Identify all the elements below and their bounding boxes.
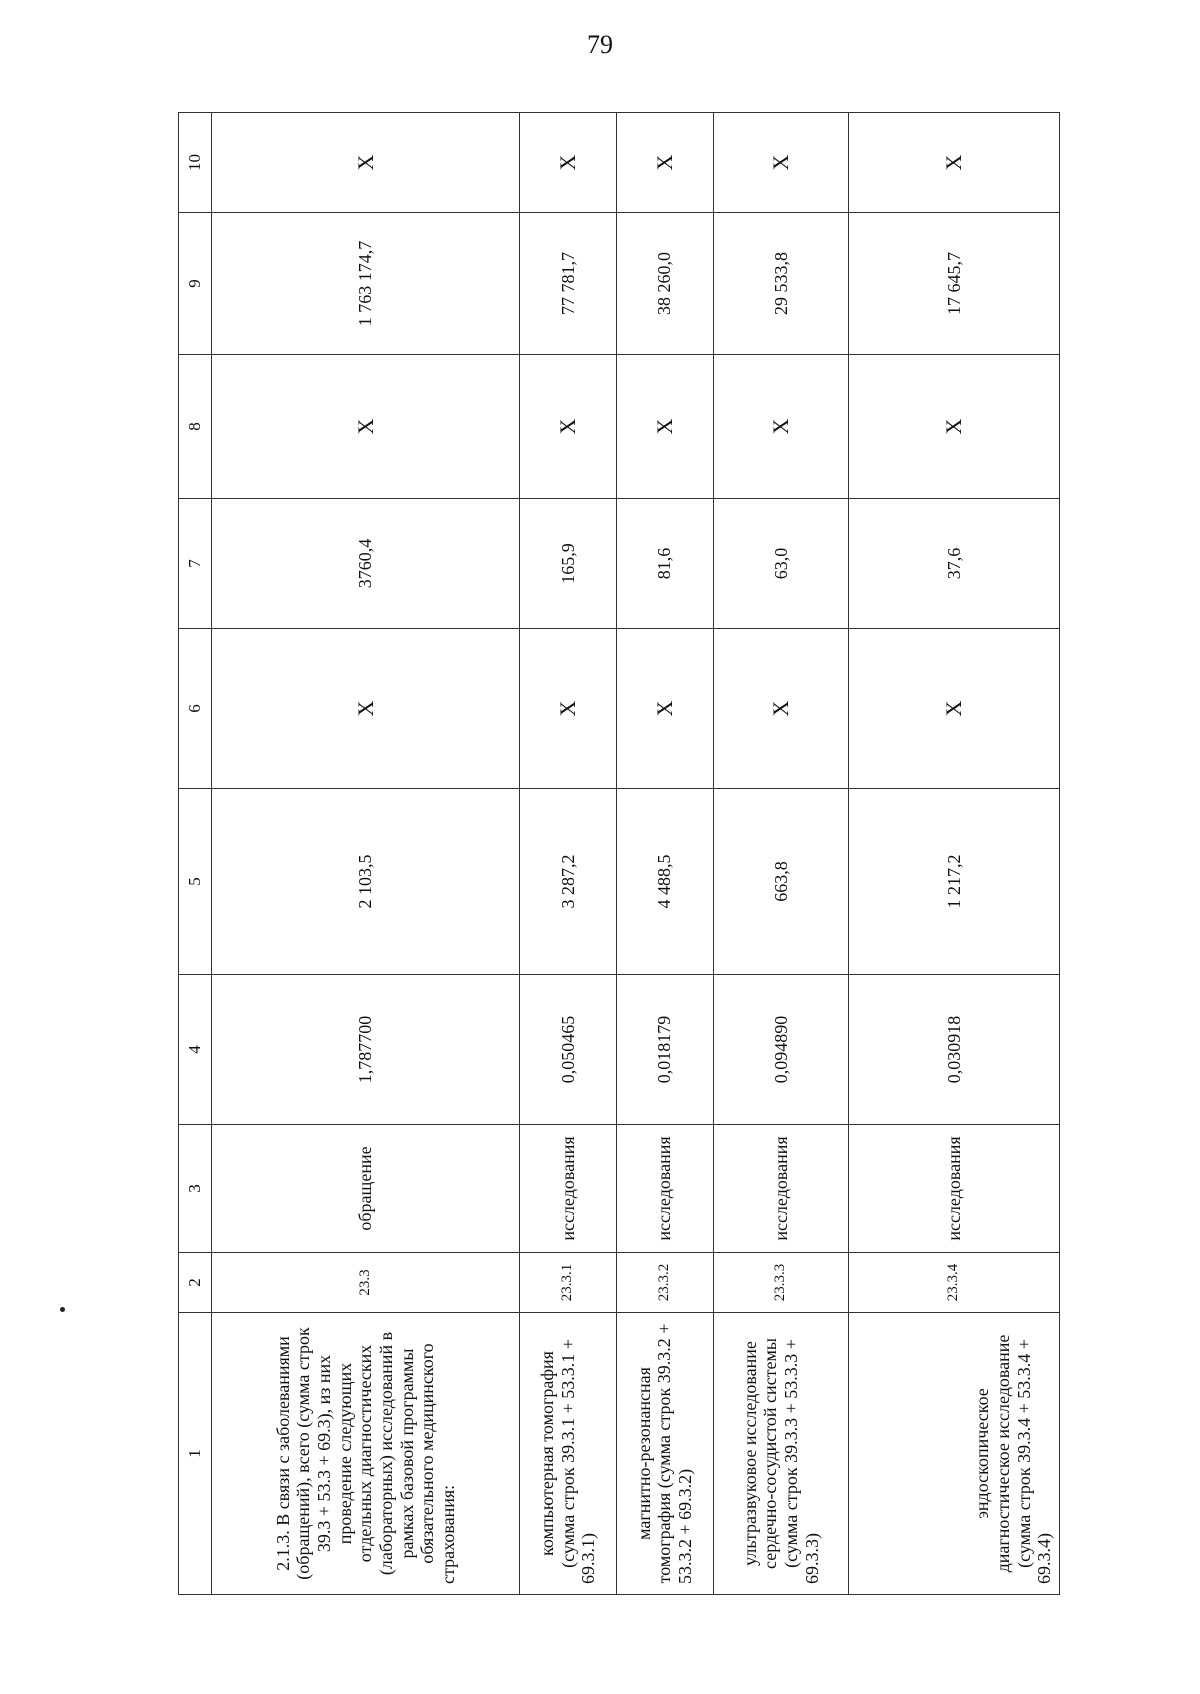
page-number: 79	[587, 30, 613, 59]
row-unit: исследования	[849, 1125, 1060, 1253]
row-unit: исследования	[616, 1125, 713, 1253]
cell-col9: 77 781,7	[519, 213, 616, 355]
rotated-table-container	[178, 113, 1060, 1595]
cell-col5: 663,8	[713, 789, 849, 975]
table-row	[519, 113, 616, 1595]
cell-col5: 3 287,2	[519, 789, 616, 975]
row-unit: обращение	[212, 1125, 520, 1253]
cell-col4: 0,050465	[519, 975, 616, 1125]
row-unit: исследования	[713, 1125, 849, 1253]
row-code: 23.3.4	[849, 1253, 1060, 1313]
table-row	[713, 113, 849, 1595]
cell-col7: 63,0	[713, 499, 849, 629]
row-code: 23.3	[212, 1253, 520, 1313]
table-row	[616, 113, 713, 1595]
cell-col10: X	[616, 113, 713, 213]
row-name: 2.1.3. В связи с заболеваниями (обращений), всего (сумма строк 39.3 + 53.3 + 69.3), из них проведение следующих отдельных диагностических (лабораторных) исследований в рамках базовой программы обязательного медицинского страхования:	[212, 1313, 520, 1595]
row-name: ультразвуковое исследование сердечно-сосудистой системы (сумма строк 39.3.3 + 53.3.3 + 69.3.3)	[713, 1313, 849, 1595]
column-header: 2	[179, 1253, 212, 1313]
column-number-row	[179, 113, 212, 1595]
row-code: 23.3.2	[616, 1253, 713, 1313]
cell-col8: X	[849, 355, 1060, 499]
cell-col10: X	[713, 113, 849, 213]
cell-col8: X	[212, 355, 520, 499]
column-header: 4	[179, 975, 212, 1125]
row-code: 23.3.1	[519, 1253, 616, 1313]
cell-col9: 38 260,0	[616, 213, 713, 355]
cell-col10: X	[849, 113, 1060, 213]
column-header: 6	[179, 629, 212, 789]
cell-col7: 165,9	[519, 499, 616, 629]
cell-col7: 37,6	[849, 499, 1060, 629]
cell-col9: 29 533,8	[713, 213, 849, 355]
cell-col5: 1 217,2	[849, 789, 1060, 975]
cell-col6: X	[713, 629, 849, 789]
cell-col9: 1 763 174,7	[212, 213, 520, 355]
cell-col10: X	[519, 113, 616, 213]
data-table	[178, 112, 1060, 1595]
row-name: эндоскопическое диагностическое исследование (сумма строк 39.3.4 + 53.3.4 + 69.3.4)	[849, 1313, 1060, 1595]
row-unit: исследования	[519, 1125, 616, 1253]
cell-col7: 3760,4	[212, 499, 520, 629]
cell-col6: X	[849, 629, 1060, 789]
column-header: 3	[179, 1125, 212, 1253]
cell-col7: 81,6	[616, 499, 713, 629]
cell-col4: 0,094890	[713, 975, 849, 1125]
cell-col4: 0,030918	[849, 975, 1060, 1125]
cell-col8: X	[519, 355, 616, 499]
cell-col6: X	[519, 629, 616, 789]
cell-col6: X	[212, 629, 520, 789]
column-header: 5	[179, 789, 212, 975]
stray-dot	[60, 1307, 65, 1312]
table-row	[212, 113, 520, 1595]
cell-col4: 1,787700	[212, 975, 520, 1125]
row-name: магнитно-резонансная томография (сумма строк 39.3.2 + 53.3.2 + 69.3.2)	[616, 1313, 713, 1595]
row-name: компьютерная томография (сумма строк 39.3.1 + 53.3.1 + 69.3.1)	[519, 1313, 616, 1595]
cell-col6: X	[616, 629, 713, 789]
row-code: 23.3.3	[713, 1253, 849, 1313]
column-header: 10	[179, 113, 212, 213]
column-header: 8	[179, 355, 212, 499]
cell-col8: X	[713, 355, 849, 499]
cell-col5: 4 488,5	[616, 789, 713, 975]
cell-col5: 2 103,5	[212, 789, 520, 975]
column-header: 1	[179, 1313, 212, 1595]
table-row	[849, 113, 1060, 1595]
cell-col4: 0,018179	[616, 975, 713, 1125]
column-header: 7	[179, 499, 212, 629]
cell-col9: 17 645,7	[849, 213, 1060, 355]
cell-col10: X	[212, 113, 520, 213]
column-header: 9	[179, 213, 212, 355]
cell-col8: X	[616, 355, 713, 499]
